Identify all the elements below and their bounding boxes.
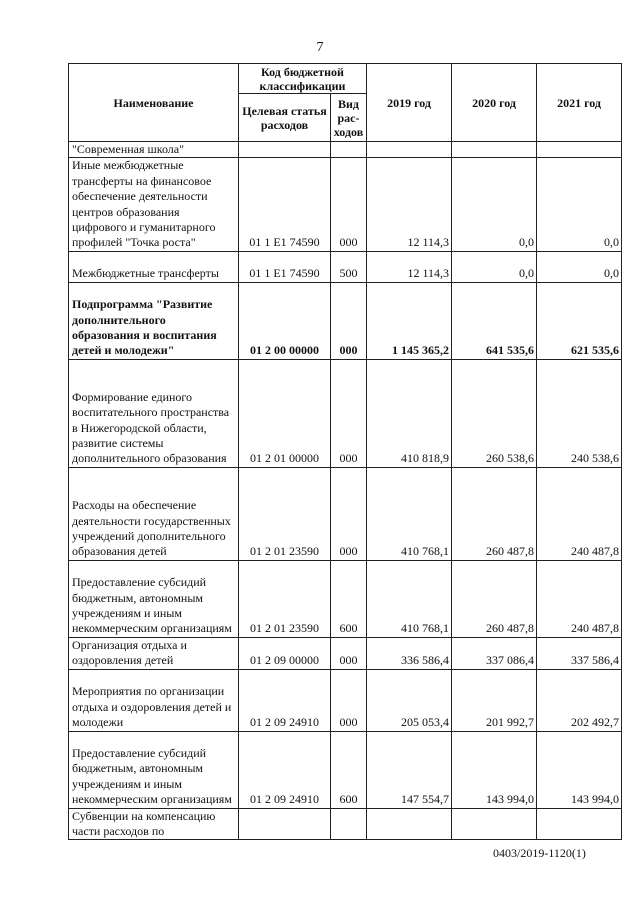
row-name: Формирование единого воспитательного пространства в Нижегородской области, развитие системы дополнительного образования [69, 359, 239, 467]
row-2020: 143 994,0 [452, 731, 537, 808]
row-2021: 202 492,7 [537, 669, 622, 731]
header-target-article: Целевая статья расходов [239, 94, 331, 142]
table-row [69, 637, 622, 669]
row-2020: 0,0 [452, 158, 537, 251]
row-vid [331, 808, 367, 840]
row-2021: 143 994,0 [537, 731, 622, 808]
row-vid: 000 [331, 158, 367, 251]
row-2019: 147 554,7 [367, 731, 452, 808]
row-vid: 500 [331, 251, 367, 282]
header-expense-type: Вид рас-ходов [331, 94, 367, 142]
table-row [69, 560, 622, 637]
row-2020: 337 086,4 [452, 637, 537, 669]
header-2019: 2019 год [367, 64, 452, 142]
row-name: Расходы на обеспечение деятельности государственных учреждений дополнительного образования детей [69, 467, 239, 560]
table-row [69, 359, 622, 467]
table-row [69, 808, 622, 840]
row-2020: 260 487,8 [452, 560, 537, 637]
row-2021: 240 487,8 [537, 560, 622, 637]
row-name: Межбюджетные трансферты [69, 251, 239, 282]
row-2021: 240 538,6 [537, 359, 622, 467]
row-2021: 0,0 [537, 158, 622, 251]
row-2020 [452, 142, 537, 158]
table-row [69, 467, 622, 560]
row-2019 [367, 808, 452, 840]
row-2019: 336 586,4 [367, 637, 452, 669]
row-vid: 600 [331, 560, 367, 637]
row-name: Предоставление субсидий бюджетным, автономным учреждениям и иным некоммерческим организациям [69, 560, 239, 637]
table-row [69, 142, 622, 158]
row-2020: 201 992,7 [452, 669, 537, 731]
row-2021 [537, 808, 622, 840]
table-row [69, 669, 622, 731]
header-2020: 2020 год [452, 64, 537, 142]
row-code: 01 2 09 24910 [239, 669, 331, 731]
row-vid: 000 [331, 637, 367, 669]
budget-table [68, 63, 622, 840]
header-name: Наименование [69, 64, 239, 142]
header-2021: 2021 год [537, 64, 622, 142]
table-row [69, 158, 622, 251]
row-name: Иные межбюджетные трансферты на финансовое обеспечение деятельности центров образования цифрового и гуманитарного профилей "Точка роста" [69, 158, 239, 251]
table-row [69, 731, 622, 808]
document-code-footer: 0403/2019-1120(1) [493, 846, 586, 860]
row-vid: 000 [331, 467, 367, 560]
row-2020: 641 535,6 [452, 282, 537, 359]
row-name: Предоставление субсидий бюджетным, автономным учреждениям и иным некоммерческим организациям [69, 731, 239, 808]
row-name: "Современная школа" [69, 142, 239, 158]
row-name: Подпрограмма "Развитие дополнительного образования и воспитания детей и молодежи" [69, 282, 239, 359]
row-vid: 000 [331, 669, 367, 731]
row-2021: 0,0 [537, 251, 622, 282]
row-2019: 410 818,9 [367, 359, 452, 467]
row-code: 01 2 00 00000 [239, 282, 331, 359]
table-row [69, 282, 622, 359]
row-2021: 337 586,4 [537, 637, 622, 669]
row-vid: 000 [331, 359, 367, 467]
row-2020: 0,0 [452, 251, 537, 282]
row-code: 01 2 01 00000 [239, 359, 331, 467]
row-name: Субвенции на компенсацию части расходов по [69, 808, 239, 840]
row-code: 01 2 01 23590 [239, 560, 331, 637]
row-2019: 12 114,3 [367, 158, 452, 251]
row-code: 01 2 01 23590 [239, 467, 331, 560]
row-code [239, 142, 331, 158]
row-2019: 205 053,4 [367, 669, 452, 731]
row-2021: 621 535,6 [537, 282, 622, 359]
row-name: Мероприятия по организации отдыха и оздоровления детей и молодежи [69, 669, 239, 731]
row-2019: 410 768,1 [367, 560, 452, 637]
row-code: 01 2 09 00000 [239, 637, 331, 669]
row-name: Организация отдыха и оздоровления детей [69, 637, 239, 669]
row-2020 [452, 808, 537, 840]
row-2020: 260 487,8 [452, 467, 537, 560]
row-vid [331, 142, 367, 158]
row-2019: 410 768,1 [367, 467, 452, 560]
header-code-group: Код бюджетной классификации [239, 64, 367, 94]
row-2019 [367, 142, 452, 158]
row-2019: 12 114,3 [367, 251, 452, 282]
row-2019: 1 145 365,2 [367, 282, 452, 359]
row-code [239, 808, 331, 840]
row-code: 01 1 E1 74590 [239, 158, 331, 251]
row-code: 01 1 E1 74590 [239, 251, 331, 282]
row-code: 01 2 09 24910 [239, 731, 331, 808]
row-2020: 260 538,6 [452, 359, 537, 467]
row-vid: 600 [331, 731, 367, 808]
row-vid: 000 [331, 282, 367, 359]
page-number: 7 [316, 40, 324, 55]
table-row [69, 251, 622, 282]
row-2021 [537, 142, 622, 158]
row-2021: 240 487,8 [537, 467, 622, 560]
